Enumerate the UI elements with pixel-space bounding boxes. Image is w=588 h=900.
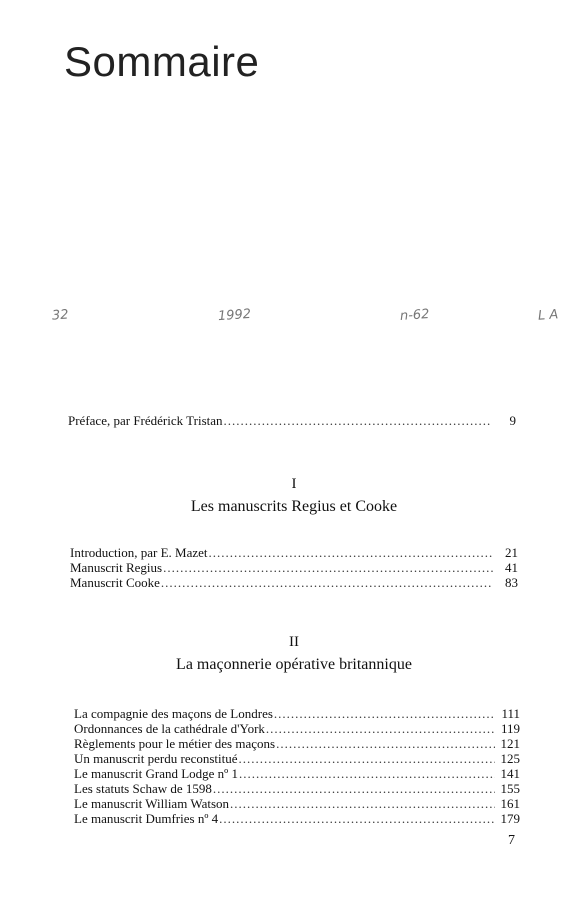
dot-leader [209,545,493,560]
toc-entry-label: Préface, par Frédérick Tristan [68,413,223,428]
dot-leader [161,575,493,590]
toc-entry[interactable] [70,560,518,575]
dot-leader [274,706,495,721]
toc-entry-label: Le manuscrit Grand Lodge nº 1 [74,766,238,781]
toc-entry[interactable] [74,721,520,736]
toc-entry-page: 125 [500,751,520,766]
toc-entry-label: Introduction, par E. Mazet [70,545,208,560]
toc-entry-label: Règlements pour le métier des maçons [74,736,276,751]
toc-entry-page: 119 [500,721,520,736]
section-number: II [289,634,299,650]
dot-leader [239,766,495,781]
toc-entry-label: Le manuscrit William Watson [74,796,230,811]
toc-entry[interactable] [74,766,520,781]
toc-entry-page: 41 [505,560,518,575]
section-number: I [291,476,297,492]
dot-leader [213,781,495,796]
dot-leader [219,811,495,826]
handwritten-note: 1992 [217,306,252,325]
toc-entry-page: 83 [505,575,518,590]
dot-leader [163,560,493,575]
toc-entry-label: La compagnie des maçons de Londres [74,706,273,721]
section-title: La maçonnerie opérative britannique [176,656,412,673]
toc-entry-page: 111 [501,706,520,721]
dot-leader [239,751,495,766]
toc-entry-label: Ordonnances de la cathédrale d'York [74,721,265,736]
toc-entry-label: Les statuts Schaw de 1598 [74,781,212,796]
dot-leader [224,413,491,428]
section-title: Les manuscrits Regius et Cooke [190,498,398,515]
toc-entry[interactable] [74,706,520,721]
handwritten-note: 32 [51,307,70,324]
dot-leader [230,796,495,811]
toc-entry-label: Un manuscrit perdu reconstitué [74,751,238,766]
toc-entry-label: Manuscrit Cooke [70,575,160,590]
toc-entry-preface[interactable] [68,413,516,428]
toc-entry-page: 21 [505,545,518,560]
toc-entry-page: 121 [500,736,520,751]
handwritten-note: L A [537,307,559,324]
toc-entry-page: 179 [500,811,520,826]
toc-entry-page: 9 [509,413,516,428]
page-number: 7 [508,833,515,848]
page-title: Sommaire [64,38,260,85]
toc-entry[interactable] [70,545,518,560]
handwritten-note: n-62 [399,306,430,325]
toc-entry[interactable] [70,575,518,590]
toc-entry-page: 161 [500,796,520,811]
toc-entry[interactable] [74,736,520,751]
toc-entry-page: 141 [500,766,520,781]
dot-leader [276,736,495,751]
toc-entry[interactable] [74,811,520,826]
toc-entry[interactable] [74,796,520,811]
toc-entry-page: 155 [500,781,520,796]
toc-entry[interactable] [74,751,520,766]
toc-entry-label: Manuscrit Regius [70,560,163,575]
toc-entry[interactable] [74,781,520,796]
toc-entry-label: Le manuscrit Dumfries nº 4 [74,811,219,826]
dot-leader [266,721,495,736]
